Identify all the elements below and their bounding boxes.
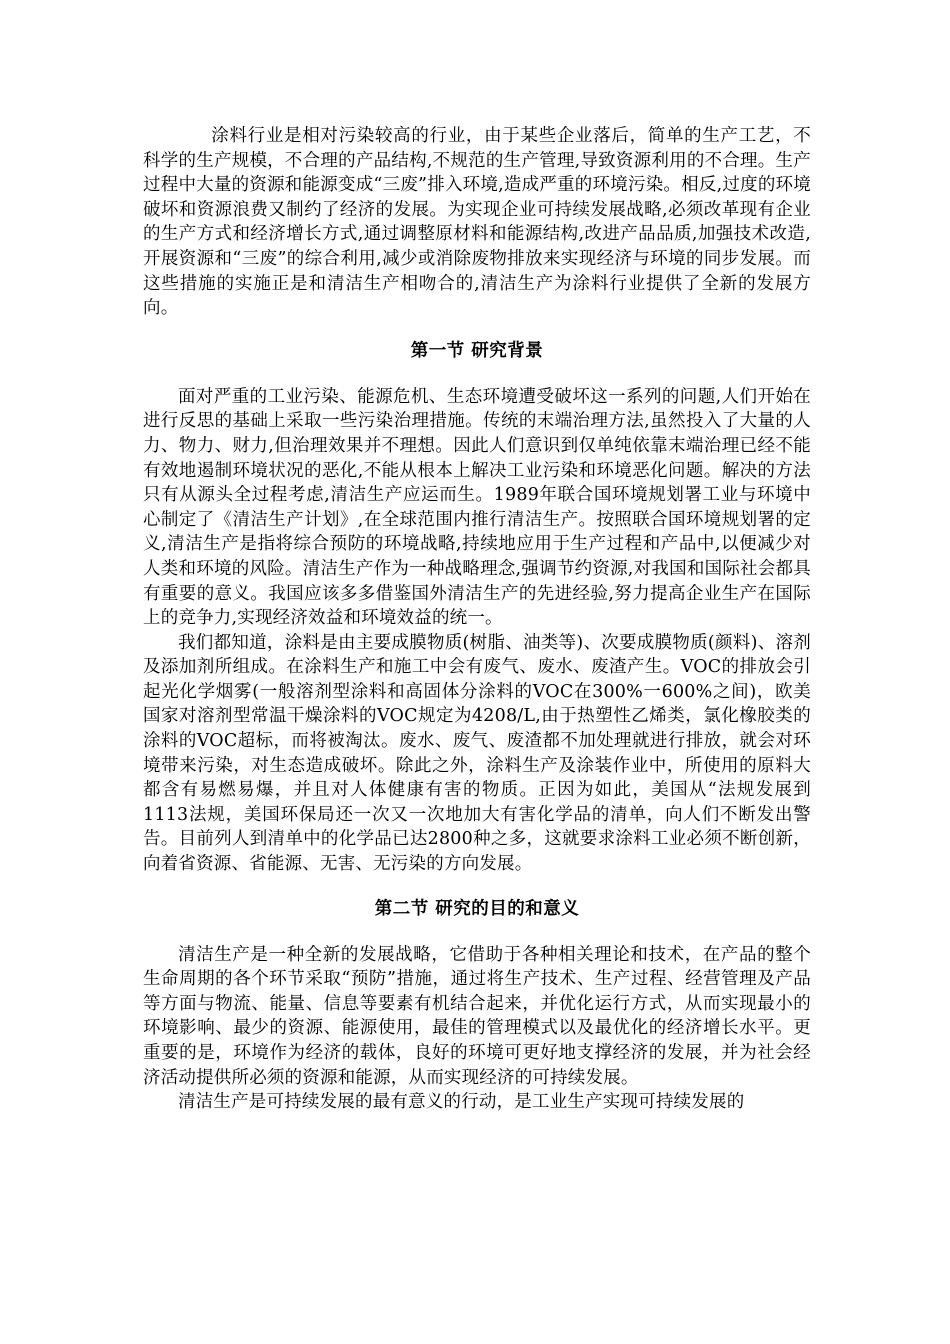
section1-paragraph-2: 我们都知道，涂料是由主要成膜物质(树脂、油类等)、次要成膜物质(颜料)、溶剂及添加剂所组成。在涂料生产和施工中会有废气、废水、废渣产生。VOC的排放会引起光化学烟雾(一般溶剂型涂料和高固体分涂料的VOC在300%一600%之间)，欧美国家对溶剂型常温干燥涂料的VOC规定为4208/L,由于热塑性乙烯类，氯化橡胶类的涂料的VOC超标，而将被淘汰。废水、废气、废渣都不加处理就进行排放，就会对环境带来污染，对生态造成破坏。除此之外，涂料生产及涂装作业中，所使用的原料大都含有易燃易爆，并且对人体健康有害的物质。正因为如此，美国从“法规发展到1113法规，美国环保局还一次又一次地加大有害化学品的清单，向人们不断发出警告。目前列人到清单中的化学品已达2800种之多，这就要求涂料工业必须不断创新，向着省资源、省能源、无害、无污染的方向发展。 — [143, 632, 811, 875]
section-heading-2: 第二节 研究的目的和意义 — [374, 898, 580, 919]
section-heading-1: 第一节 研究背景 — [410, 340, 544, 361]
section2-paragraph-1: 清洁生产是一种全新的发展战略，它借助于各种相关理论和技术，在产品的整个生命周期的各个环节采取“预防”措施，通过将生产技术、生产过程、经营管理及产品等方面与物流、能量、信息等要素有机结合起来，并优化运行方式，从而实现最小的环境影响、最少的资源、能源使用，最佳的管理模式以及最优化的经济增长水平。更重要的是，环境作为经济的载体，良好的环境可更好地支撑经济的发展，并为社会经济活动提供所必须的资源和能源，从而实现经济的可持续发展。 — [143, 944, 811, 1088]
document-page — [143, 124, 811, 1115]
spacer — [143, 877, 811, 897]
intro-paragraph: 涂料行业是相对污染较高的行业，由于某些企业落后，简单的生产工艺，不科学的生产规模，不合理的产品结构,不规范的生产管理,导致资源利用的不合理。生产过程中大量的资源和能源变成“三废”排入环境,造成严重的环境污染。相反,过度的环境破坏和资源浪费又制约了经济的发展。为实现企业可持续发展战略,必须改革现有企业的生产方式和经济增长方式,通过调整原材料和能源结构,改进产品品质,加强技术改造,开展资源和“三废”的综合利用,减少或消除废物排放来实现经济与环境的同步发展。而这些措施的实施正是和清洁生产相吻合的,清洁生产为涂料行业提供了全新的发展方向。 — [143, 126, 811, 319]
spacer — [143, 363, 811, 385]
section2-paragraph-2: 清洁生产是可持续发展的最有意义的行动，是工业生产实现可持续发展的 — [178, 1092, 745, 1113]
spacer — [143, 321, 811, 339]
spacer — [143, 921, 811, 943]
section1-paragraph-1: 面对严重的工业污染、能源危机、生态环境遭受破坏这一系列的问题,人们开始在进行反思的基础上采取一些污染治理措施。传统的末端治理方法,虽然投入了大量的人力、物力、财力,但治理效果并不理想。因此人们意识到仅单纯依靠末端治理已经不能有效地遏制环境状况的恶化,不能从根本上解决工业污染和环境恶化问题。解决的方法只有从源头全过程考虑,清洁生产应运而生。1989年联合国环境规划署工业与环境中心制定了《清洁生产计划》,在全球范围内推行清洁生产。按照联合国环境规划署的定义,清洁生产是指将综合预防的环境战略,持续地应用于生产过程和产品中,以便减少对人类和环境的风险。清洁生产作为一种战略理念,强调节约资源,对我国和国际社会都具有重要的意义。我国应该多多借鉴国外清洁生产的先进经验,努力提高企业生产在国际上的竞争力,实现经济效益和环境效益的统一。 — [143, 386, 811, 629]
